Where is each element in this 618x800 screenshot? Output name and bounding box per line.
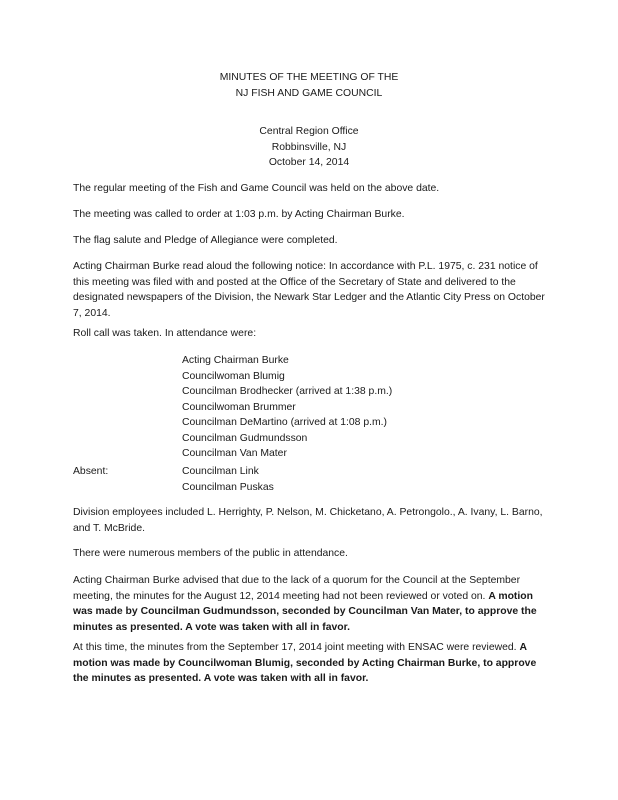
absent-list <box>182 464 274 495</box>
attendee: Councilman Gudmundsson <box>182 432 308 444</box>
location-line-2: Robbinsville, NJ <box>271 141 347 153</box>
absent-label: Absent: <box>73 466 109 477</box>
attendee: Councilman Brodhecker (arrived at 1:38 p.m.) <box>182 386 393 397</box>
paragraph-meeting-held: The regular meeting of the Fish and Game Council was held on the above date. <box>73 183 440 194</box>
paragraph-august-minutes <box>73 573 553 635</box>
title-line-2: NJ FISH AND GAME COUNCIL <box>235 87 383 99</box>
august-minutes-motion: A motion was made by Councilman Gudmundsson, seconded by Councilman Van Mater, to approve the minutes as presented. A vote was taken with all in favor. <box>73 590 537 633</box>
attendee: Councilman Van Mater <box>182 448 287 459</box>
title-line-1: MINUTES OF THE MEETING OF THE <box>219 72 399 83</box>
paragraph-flag-salute: The flag salute and Pledge of Allegiance were completed. <box>73 235 338 246</box>
september-minutes-motion: A motion was made by Councilwoman Blumig, seconded by Acting Chairman Burke, to approve the minutes as presented. A vote was taken with all in favor. <box>73 642 537 684</box>
august-minutes-text: Acting Chairman Burke advised that due to the lack of a quorum for the Council at the September meeting, the minutes for the August 12, 2014 meeting had not been reviewed or voted on. <box>73 575 521 602</box>
attendee: Councilman DeMartino (arrived at 1:08 p.m.) <box>182 417 388 428</box>
attendee: Councilwoman Blumig <box>182 370 285 382</box>
absent-member: Councilman Link <box>182 466 259 477</box>
absent-member: Councilman Puskas <box>182 481 274 493</box>
paragraph-public-attendance: There were numerous members of the public in attendance. <box>73 548 348 559</box>
attendee: Acting Chairman Burke <box>182 355 289 366</box>
paragraph-roll-call: Roll call was taken. In attendance were: <box>73 328 257 339</box>
paragraph-notice: Acting Chairman Burke read aloud the following notice: In accordance with P.L. 1975, c. 231 notice of this meeting was filed with and posted at the Office of the Secretary of State and delivered to the designated newspapers of the Division, the Newark Star Ledger and the Atlantic City Press on October 7, 2014. <box>73 261 545 319</box>
meeting-date: October 14, 2014 <box>268 157 350 168</box>
september-minutes-text: At this time, the minutes from the September 17, 2014 joint meeting with ENSAC were reviewed. <box>73 642 520 653</box>
document-title <box>0 70 618 101</box>
paragraph-september-minutes <box>73 640 553 687</box>
attendee: Councilwoman Brummer <box>182 401 296 413</box>
paragraph-division-employees: Division employees included L. Herrighty, P. Nelson, M. Chicketano, A. Petrongolo., A. Ivany, L. Barno, and T. McBride. <box>73 507 543 534</box>
location-line-1: Central Region Office <box>259 126 359 137</box>
meeting-location <box>0 124 618 171</box>
paragraph-called-to-order: The meeting was called to order at 1:03 p.m. by Acting Chairman Burke. <box>73 209 405 220</box>
attendance-list <box>182 353 392 462</box>
